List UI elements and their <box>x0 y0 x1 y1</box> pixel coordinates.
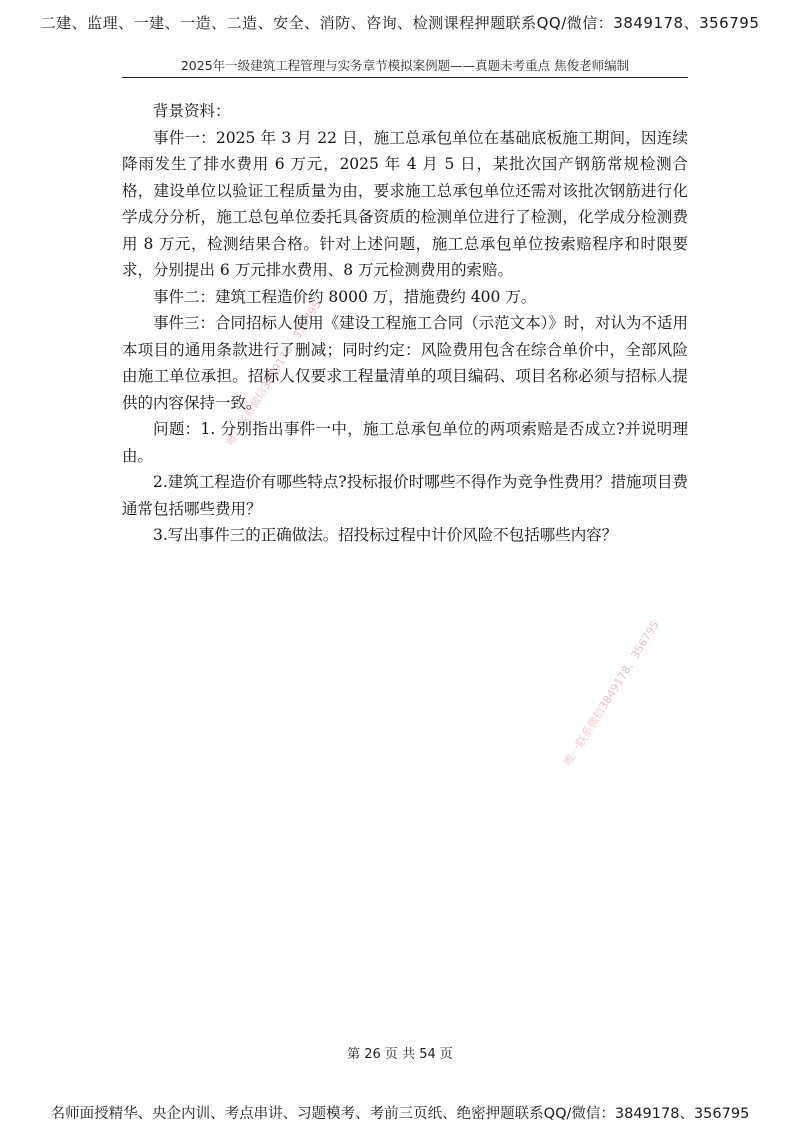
top-contact-banner: 二建、监理、一建、一造、二造、安全、消防、咨询、检测课程押题联系QQ/微信：3849178、356795 <box>40 14 760 32</box>
document-header: 2025年一级建筑工程管理与实务章节模拟案例题——真题未考重点 焦俊老师编制 <box>180 58 630 73</box>
question-three: 3.写出事件三的正确做法。招投标过程中计价风险不包括哪些内容？ <box>153 526 618 544</box>
document-body <box>122 98 688 549</box>
page-number: 第 26 页 共 54 页 <box>347 1047 453 1062</box>
watermark-text: 唯一联系微信3849178、356795 <box>561 618 662 768</box>
event-three-paragraph: 事件三：合同招标人使用《建设工程施工合同（示范文本）》时，对认为不适用本项目的通用条款进行了删减；同时约定：风险费用包含在综合单价中，全部风险由施工单位承担。招标人仅要求工程量清单的项目编码、项目名称必须与招标人提供的内容保持一致。 <box>122 314 688 412</box>
event-one-paragraph: 事件一：2025 年 3 月 22 日，施工总承包单位在基础底板施工期间，因连续降雨发生了排水费用 6 万元，2025 年 4 月 5 日，某批次国产钢筋常规检测合格，建设单位以验证工程质量为由，要求施工总承包单位还需对该批次钢筋进行化学成分分析，施工总包单位委托具备资质的检测单位进行了检测，化学成分检测费用 8 万元，检测结果合格。针对上述问题，施工总承包单位按索赔程序和时限要求，分别提出 6 万元排水费用、8 万元检测费用的索赔。 <box>122 128 688 279</box>
question-two: 2.建筑工程造价有哪些特点?投标报价时哪些不得作为竞争性费用？措施项目费通常包括哪些费用？ <box>122 473 688 518</box>
event-two-paragraph: 事件二：建筑工程造价约 8000 万，措施费约 400 万。 <box>153 287 537 306</box>
header-divider <box>122 77 688 78</box>
background-label: 背景资料： <box>153 102 231 120</box>
bottom-contact-banner: 名师面授精华、央企内训、考点串讲、习题模考、考前三页纸、绝密押题联系QQ/微信：3849178、356795 <box>50 1106 750 1122</box>
watermark-text: 唯一联系微信3849178、356795 <box>223 298 324 448</box>
question-one: 问题：1. 分别指出事件一中，施工总承包单位的两项索赔是否成立?并说明理由。 <box>122 420 688 465</box>
